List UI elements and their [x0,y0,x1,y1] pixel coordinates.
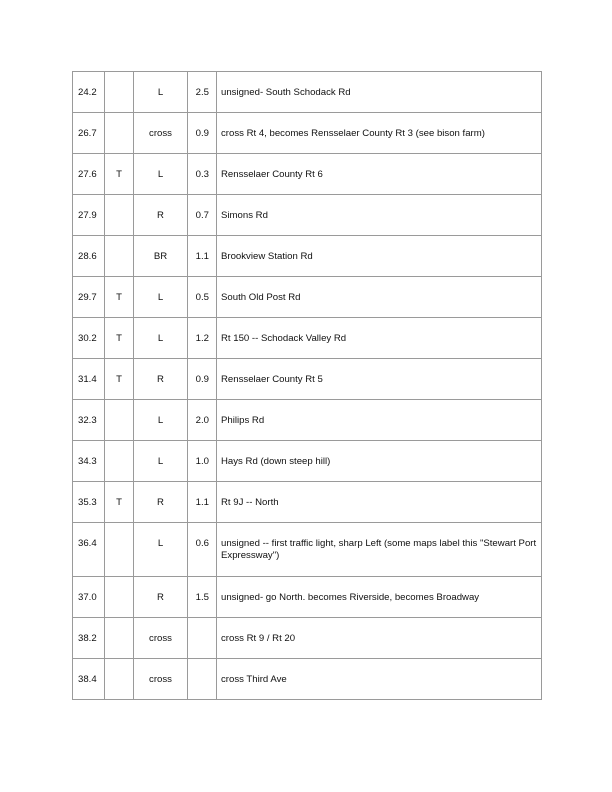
cumulative-mileage-cell: 37.0 [73,577,105,618]
description-cell: unsigned- South Schodack Rd [217,72,542,113]
marker-cell [105,523,134,577]
distance-cell: 0.7 [188,195,217,236]
table-row [73,482,542,523]
marker-cell [105,400,134,441]
turn-cell: cross [134,113,188,154]
turn-cell: R [134,195,188,236]
cumulative-mileage-cell: 32.3 [73,400,105,441]
marker-cell [105,577,134,618]
description-cell: unsigned- go North. becomes Riverside, becomes Broadway [217,577,542,618]
marker-cell [105,441,134,482]
cumulative-mileage-cell: 30.2 [73,318,105,359]
turn-cell: cross [134,659,188,700]
turn-cell: L [134,318,188,359]
table-row [73,577,542,618]
table-row [73,154,542,195]
distance-cell: 1.2 [188,318,217,359]
cumulative-mileage-cell: 38.2 [73,618,105,659]
description-cell: cross Rt 9 / Rt 20 [217,618,542,659]
turn-cell: R [134,359,188,400]
cumulative-mileage-cell: 35.3 [73,482,105,523]
distance-cell: 2.5 [188,72,217,113]
turn-cell: L [134,154,188,195]
cumulative-mileage-cell: 26.7 [73,113,105,154]
marker-cell [105,236,134,277]
distance-cell: 1.5 [188,577,217,618]
marker-cell [105,618,134,659]
description-cell: cross Third Ave [217,659,542,700]
cumulative-mileage-cell: 27.6 [73,154,105,195]
marker-cell: T [105,154,134,195]
turn-cell: cross [134,618,188,659]
cumulative-mileage-cell: 28.6 [73,236,105,277]
description-cell: Hays Rd (down steep hill) [217,441,542,482]
table-row [73,318,542,359]
distance-cell: 0.3 [188,154,217,195]
table-row [73,441,542,482]
table-row [73,277,542,318]
cumulative-mileage-cell: 31.4 [73,359,105,400]
distance-cell: 1.1 [188,482,217,523]
description-cell: Rensselaer County Rt 6 [217,154,542,195]
marker-cell [105,72,134,113]
marker-cell [105,659,134,700]
cumulative-mileage-cell: 27.9 [73,195,105,236]
description-cell: cross Rt 4, becomes Rensselaer County Rt 3 (see bison farm) [217,113,542,154]
table-row [73,113,542,154]
cumulative-mileage-cell: 36.4 [73,523,105,577]
description-cell: Simons Rd [217,195,542,236]
turn-cell: L [134,400,188,441]
table-row [73,659,542,700]
table-row [73,236,542,277]
cumulative-mileage-cell: 34.3 [73,441,105,482]
table-row [73,523,542,577]
description-cell: Rt 9J -- North [217,482,542,523]
turn-cell: R [134,482,188,523]
table-row [73,72,542,113]
distance-cell: 0.5 [188,277,217,318]
distance-cell: 0.9 [188,113,217,154]
description-cell: South Old Post Rd [217,277,542,318]
turn-cell: L [134,441,188,482]
distance-cell: 1.1 [188,236,217,277]
turn-cell: L [134,523,188,577]
turn-cell: R [134,577,188,618]
distance-cell [188,659,217,700]
description-cell: Rensselaer County Rt 5 [217,359,542,400]
turn-cell: BR [134,236,188,277]
turn-cell: L [134,72,188,113]
turn-cell: L [134,277,188,318]
description-cell: Philips Rd [217,400,542,441]
distance-cell: 1.0 [188,441,217,482]
description-cell: Rt 150 -- Schodack Valley Rd [217,318,542,359]
marker-cell: T [105,318,134,359]
marker-cell [105,113,134,154]
cumulative-mileage-cell: 29.7 [73,277,105,318]
cue-sheet-table [72,71,542,700]
cumulative-mileage-cell: 24.2 [73,72,105,113]
description-cell: unsigned -- first traffic light, sharp Left (some maps label this "Stewart Port Expressway") [217,523,542,577]
marker-cell: T [105,277,134,318]
distance-cell: 0.9 [188,359,217,400]
distance-cell: 2.0 [188,400,217,441]
table-row [73,195,542,236]
marker-cell [105,195,134,236]
table-row [73,400,542,441]
distance-cell [188,618,217,659]
cumulative-mileage-cell: 38.4 [73,659,105,700]
marker-cell: T [105,482,134,523]
description-cell: Brookview Station Rd [217,236,542,277]
table-row [73,618,542,659]
distance-cell: 0.6 [188,523,217,577]
marker-cell: T [105,359,134,400]
table-row [73,359,542,400]
